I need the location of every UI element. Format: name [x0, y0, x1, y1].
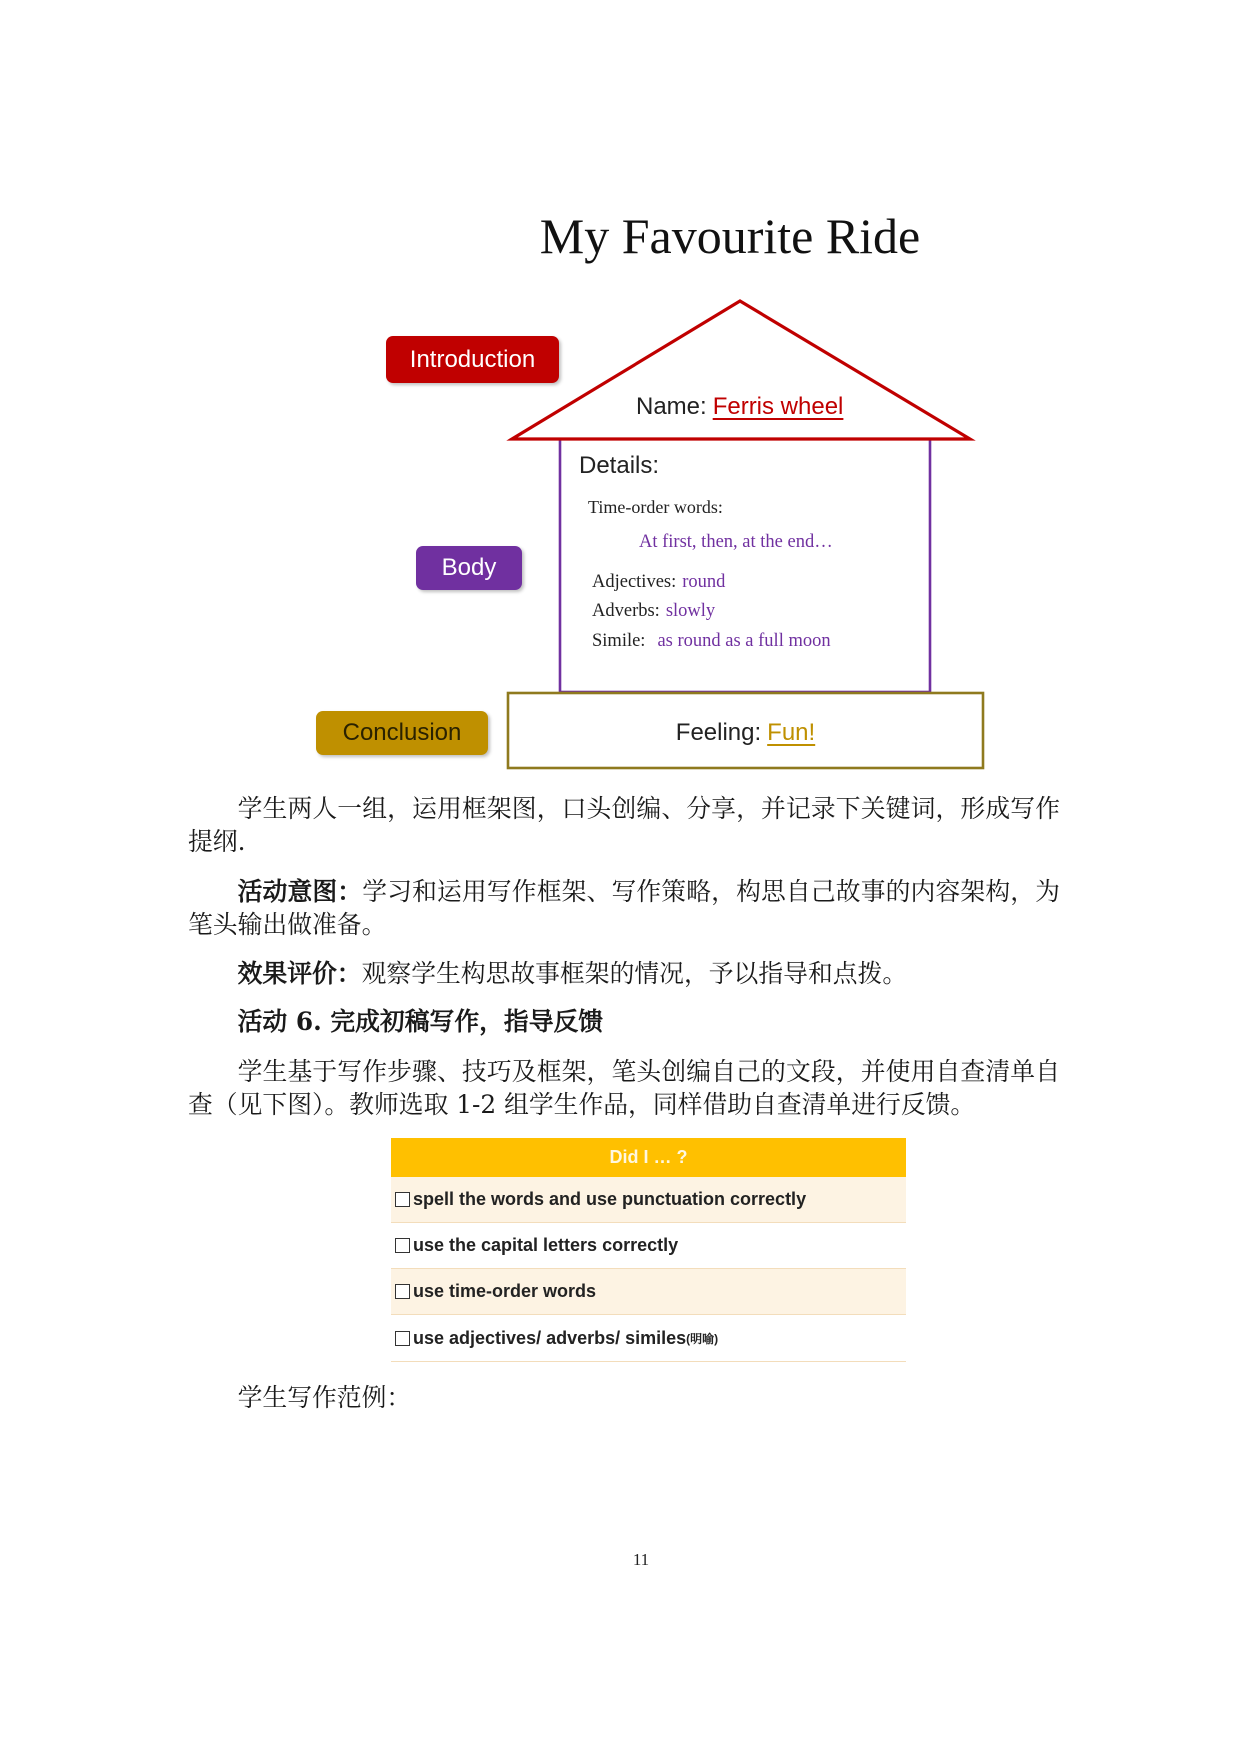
checklist-row	[391, 1223, 906, 1269]
checklist-item-note: (明喻)	[686, 1331, 719, 1346]
adverbs-line	[592, 598, 715, 624]
adjectives-value: round	[682, 572, 726, 592]
empty-checkbox-icon	[395, 1238, 410, 1253]
activity-6-heading: 活动 6. 完成初稿写作，指导反馈	[237, 1007, 604, 1036]
paragraph-sample-intro: 学生写作范例：	[237, 1383, 412, 1412]
paragraph-group-work: 学生两人一组，运用框架图，口头创编、分享，并记录下关键词，形成写作提纲.	[188, 794, 1060, 856]
introduction-tag: Introduction	[386, 336, 559, 383]
self-check-checklist	[391, 1138, 906, 1362]
adverbs-value: slowly	[665, 601, 716, 621]
feeling-label: Feeling:	[675, 719, 762, 746]
conclusion-tag: Conclusion	[316, 711, 488, 755]
time-order-value: At first, then, at the end…	[639, 532, 833, 552]
adjectives-line	[592, 569, 725, 595]
feeling-line	[508, 717, 983, 749]
checklist-row	[391, 1177, 906, 1223]
paragraph-draft-writing: 学生基于写作步骤、技巧及框架，笔头创编自己的文段，并使用自查清单自查（见下图）。教师选取 1-2 组学生作品，同样借助自查清单进行反馈。	[188, 1057, 1060, 1119]
empty-checkbox-icon	[395, 1331, 410, 1346]
time-order-label: Time-order words:	[588, 497, 723, 517]
checklist-row	[391, 1315, 906, 1361]
name-value: Ferris wheel	[712, 393, 844, 420]
adverbs-label: Adverbs:	[592, 601, 660, 621]
evaluation-label: 效果评价：	[237, 959, 362, 988]
checklist-item-text: use the capital letters correctly	[413, 1235, 679, 1255]
simile-line	[592, 628, 831, 654]
name-label: Name:	[636, 393, 707, 420]
evaluation-text: 观察学生构思故事框架的情况，予以指导和点拨。	[361, 959, 908, 988]
house-diagram	[0, 0, 1241, 800]
diagram-title: My Favourite Ride	[539, 208, 921, 264]
checklist-header: Did I … ?	[391, 1138, 906, 1177]
empty-checkbox-icon	[395, 1284, 410, 1299]
paragraph-activity-intent	[188, 875, 1060, 941]
paragraph-evaluation	[188, 957, 1060, 990]
checklist-item-text: use adjectives/ adverbs/ similes	[413, 1327, 687, 1348]
roof-name-line	[636, 391, 843, 423]
simile-label: Simile:	[592, 631, 646, 651]
feeling-value: Fun!	[767, 719, 816, 746]
simile-value: as round as a full moon	[657, 631, 831, 651]
adjectives-label: Adjectives:	[592, 572, 677, 592]
checklist-item-text: use time-order words	[413, 1281, 597, 1301]
details-heading: Details:	[579, 452, 660, 479]
body-tag: Body	[416, 546, 522, 590]
empty-checkbox-icon	[395, 1192, 410, 1207]
page-number: 11	[632, 1550, 650, 1569]
checklist-item-text: spell the words and use punctuation correctly	[413, 1189, 807, 1209]
activity-intent-label: 活动意图：	[237, 877, 363, 906]
checklist-row	[391, 1269, 906, 1315]
activity-intent-text: 学习和运用写作框架、写作策略，构思自己故事的内容架构，为笔头输出做准备。	[188, 877, 1060, 939]
